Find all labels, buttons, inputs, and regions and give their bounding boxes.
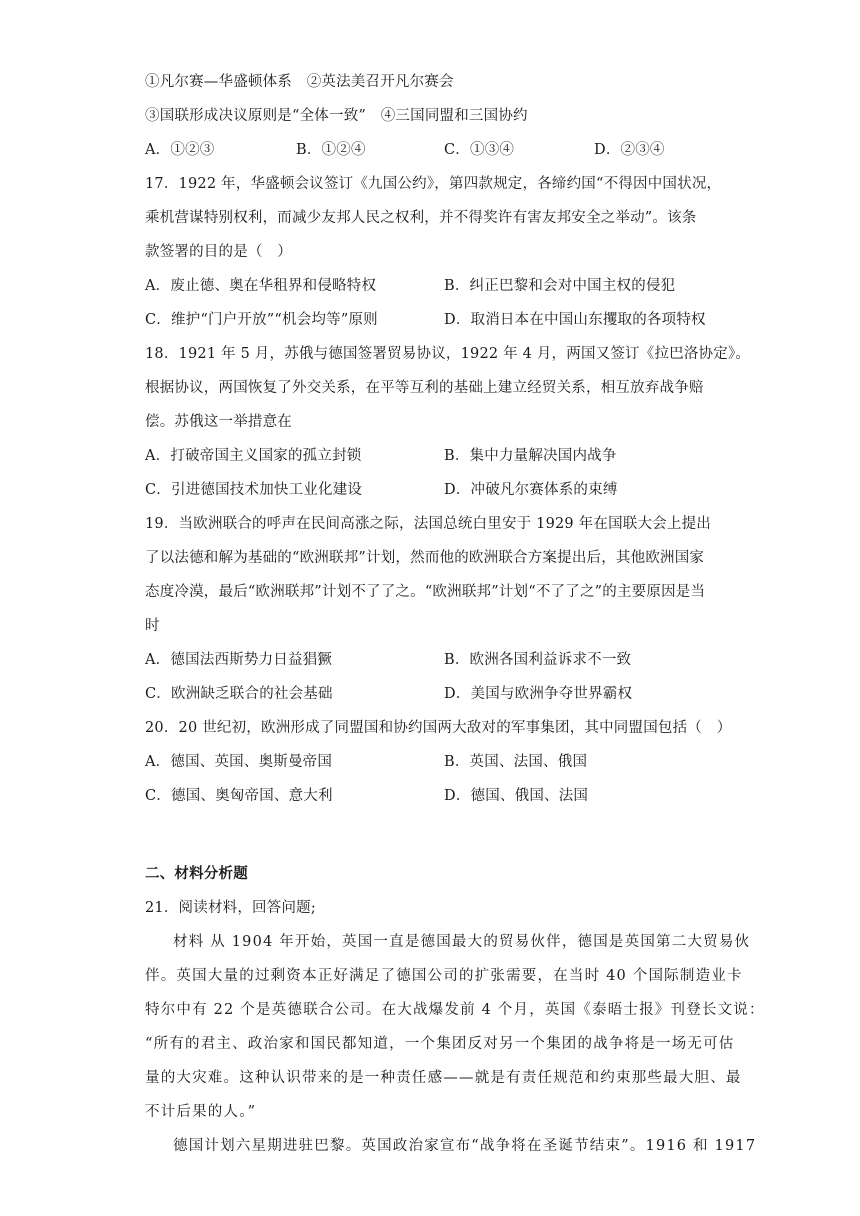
q18-stem-line-1: 18．1921 年 5 月，苏俄与德国签署贸易协议，1922 年 4 月，两国又签订《拉巴洛协定》。: [145, 346, 751, 362]
q18-option-c: C．引进德国技术加快工业化建设: [145, 482, 363, 498]
q21-material-line-6: 不计后果的人。”: [145, 1104, 257, 1120]
q18-option-a: A．打破帝国主义国家的孤立封锁: [145, 448, 362, 464]
q17-option-c: C．维护“门户开放”“机会均等”原则: [145, 312, 378, 328]
q19-option-c: C．欧洲缺乏联合的社会基础: [145, 686, 333, 702]
q18-stem-line-2: 根据协议，两国恢复了外交关系，在平等互利的基础上建立经贸关系，相互放弃战争赔: [145, 380, 704, 396]
q19-option-d: D．美国与欧洲争夺世界霸权: [444, 686, 633, 702]
q21-material-line-7: 德国计划六星期进驻巴黎。英国政治家宣布“战争将在圣诞节结束”。1916 和 1917: [173, 1138, 757, 1154]
q21-material-line-5: 量的大灾难。这种认识带来的是一种责任感——就是有责任规范和约束那些最大胆、最: [145, 1070, 742, 1086]
q21-intro: 21．阅读材料，回答问题;: [145, 900, 316, 916]
q17-stem-line-3: 款签署的目的是（ ）: [145, 244, 292, 260]
q17-option-b: B．纠正巴黎和会对中国主权的侵犯: [444, 278, 676, 294]
section-title: 二、材料分析题: [145, 865, 248, 882]
q16-option-c: C．①③④: [444, 142, 515, 158]
q20-option-c: C．德国、奥匈帝国、意大利: [145, 788, 333, 804]
q21-material-line-2: 伴。英国大量的过剩资本正好满足了德国公司的扩张需要，在当时 40 个国际制造业卡: [145, 968, 743, 984]
q18-option-b: B．集中力量解决国内战争: [444, 448, 617, 464]
q19-stem-line-4: 时: [145, 618, 160, 634]
q19-option-b: B．欧洲各国利益诉求不一致: [444, 652, 632, 668]
q18-stem-line-3: 偿。苏俄这一举措意在: [145, 414, 292, 430]
q16-option-d: D．②③④: [594, 142, 665, 158]
q19-stem-line-3: 态度冷漠，最后“欧洲联邦”计划不了了之。“欧洲联邦”计划“不了了之”的主要原因是当: [145, 584, 706, 600]
q16-option-a: A．①②③: [145, 142, 215, 158]
q17-stem-line-1: 17．1922 年，华盛顿会议签订《九国公约》，第四款规定，各缔约国“不得因中国状况，: [145, 176, 722, 192]
q16-statement-2: ③国联形成决议原则是“全体一致” ④三国同盟和三国协约: [145, 108, 528, 124]
q20-option-b: B．英国、法国、俄国: [444, 754, 588, 770]
q19-stem-line-1: 19．当欧洲联合的呼声在民间高涨之际，法国总统白里安于 1929 年在国联大会上提出: [145, 516, 711, 532]
q19-stem-line-2: 了以法德和解为基础的“欧洲联邦”计划，然而他的欧洲联合方案提出后，其他欧洲国家: [145, 550, 705, 566]
q21-material-line-3: 特尔中有 22 个是英德联合公司。在大战爆发前 4 个月，英国《泰晤士报》刊登长文说：: [145, 1002, 765, 1018]
q20-stem-line-1: 20．20 世纪初，欧洲形成了同盟国和协约国两大敌对的军事集团，其中同盟国包括（ ）: [145, 720, 732, 736]
q20-option-d: D．德国、俄国、法国: [444, 788, 589, 804]
q18-option-d: D．冲破凡尔赛体系的束缚: [444, 482, 618, 498]
q20-option-a: A．德国、英国、奥斯曼帝国: [145, 754, 333, 770]
q17-option-d: D．取消日本在中国山东攫取的各项特权: [444, 312, 706, 328]
q16-option-b: B．①②④: [296, 142, 366, 158]
q16-statement-1: ①凡尔赛—华盛顿体系 ②英法美召开凡尔赛会: [145, 74, 454, 90]
q21-material-line-1: 材料 从 1904 年开始，英国一直是德国最大的贸易伙伴，德国是英国第二大贸易伙: [173, 934, 751, 950]
q21-material-line-4: “所有的君主、政治家和国民都知道，一个集团反对另一个集团的战争将是一场无可估: [145, 1036, 735, 1052]
q17-option-a: A．废止德、奥在华租界和侵略特权: [145, 278, 377, 294]
q17-stem-line-2: 乘机营谋特别权利，而减少友邦人民之权利，并不得奖许有害友邦安全之举动”。该条: [145, 210, 697, 226]
q19-option-a: A．德国法西斯势力日益猖獗: [145, 652, 333, 668]
